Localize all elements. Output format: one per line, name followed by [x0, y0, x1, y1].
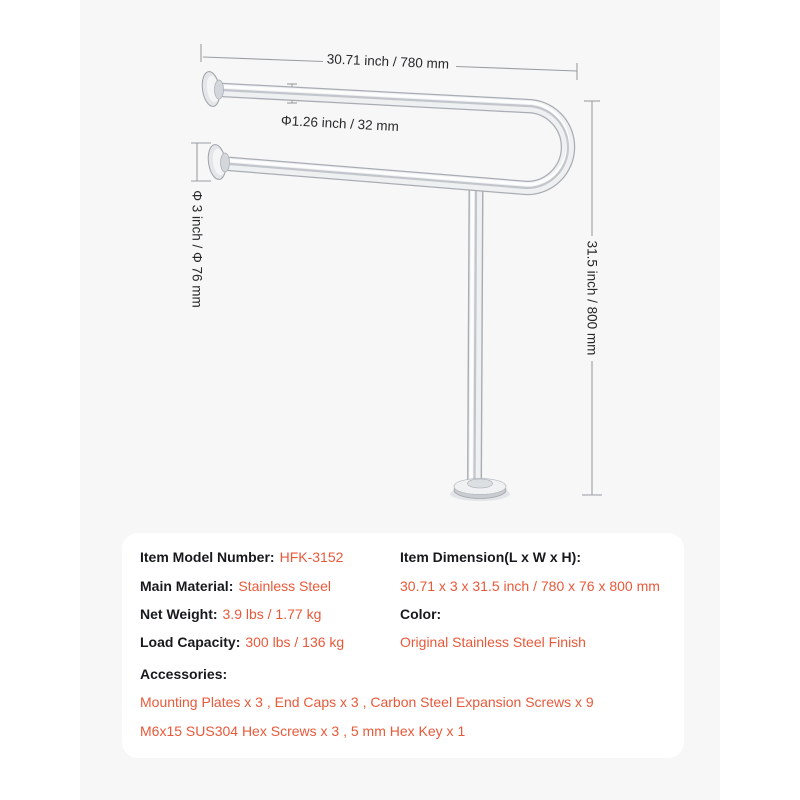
- dimension-length: [201, 44, 577, 80]
- grab-bar-dimension-diagram: [80, 0, 720, 533]
- spec-label: Net Weight:: [140, 606, 218, 622]
- tube-diameter-label: Φ1.26 inch / 32 mm: [280, 112, 400, 135]
- spec-value: 300 lbs / 136 kg: [245, 634, 345, 650]
- spec-load-capacity: [140, 632, 344, 652]
- spec-label: Main Material:: [140, 578, 234, 594]
- flange-diameter-label: Φ 3 inch / Φ 76 mm: [189, 190, 205, 308]
- spec-accessories-line1: Mounting Plates x 3 , End Caps x 3 , Carbon Steel Expansion Screws x 9: [140, 694, 594, 710]
- length-dimension-label: 30.71 inch / 780 mm: [326, 51, 450, 72]
- spec-accessories-label: Accessories:: [140, 666, 228, 682]
- dimension-height: [582, 101, 602, 495]
- lower-wall-flange: [206, 143, 229, 180]
- spec-accessories-line2: M6x15 SUS304 Hex Screws x 3 , 5 mm Hex Key x 1: [140, 723, 466, 739]
- spec-value: 3.9 lbs / 1.77 kg: [222, 606, 322, 622]
- dimension-flange-diameter: [190, 143, 212, 308]
- spec-label: Item Model Number:: [140, 549, 275, 565]
- spec-label: Load Capacity:: [140, 634, 241, 650]
- spec-item-dimension-value: 30.71 x 3 x 31.5 inch / 780 x 76 x 800 mm: [400, 578, 660, 594]
- spec-color-value: Original Stainless Steel Finish: [400, 634, 586, 650]
- spec-color-label: Color:: [400, 606, 442, 622]
- spec-item-dimension-label: Item Dimension(L x W x H):: [400, 549, 581, 565]
- upper-wall-flange: [200, 70, 223, 107]
- spec-net-weight: [140, 604, 321, 624]
- height-dimension-label: 31.5 inch / 800 mm: [584, 240, 600, 356]
- u-shaped-bar: [222, 87, 568, 189]
- floor-flange: [450, 479, 510, 502]
- spec-panel: [122, 533, 684, 758]
- spec-item-model-number: [140, 547, 343, 567]
- content-column: [80, 0, 720, 800]
- support-leg: [471, 190, 476, 482]
- spec-value: HFK-3152: [279, 549, 344, 565]
- spec-main-material: [140, 576, 331, 596]
- spec-value: Stainless Steel: [238, 578, 331, 594]
